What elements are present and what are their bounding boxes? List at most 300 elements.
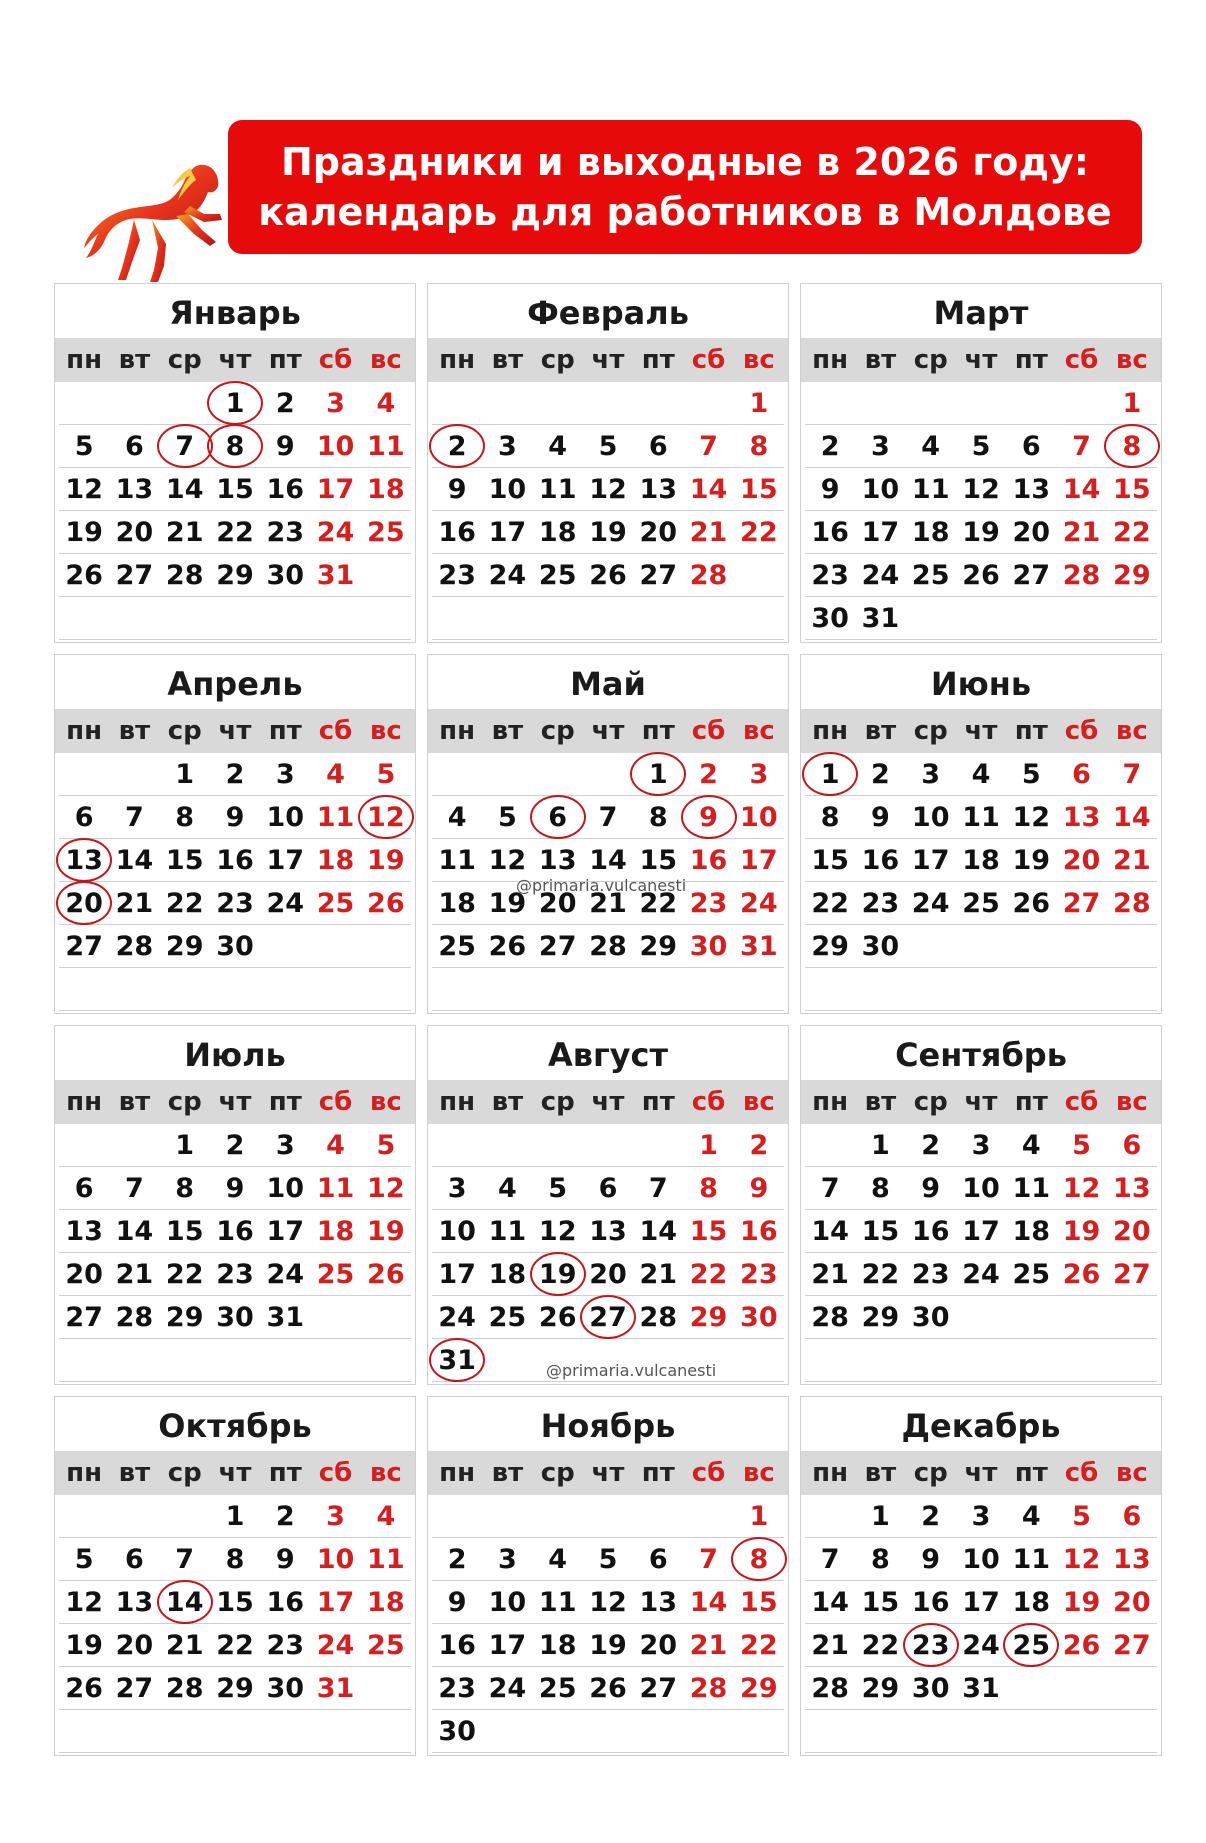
day-cell: 16 [911,1586,950,1618]
day-cell: 15 [216,473,254,505]
day-cell: 28 [165,559,204,591]
day-cell: 29 [165,930,204,962]
day-cell: 12 [1012,801,1051,833]
day-cell: 11 [1012,1172,1051,1204]
day-cell: 11 [538,473,577,505]
day-cell: 15 [165,1215,204,1247]
day-cell: 19 [367,1215,405,1247]
day-cell: 10 [488,1586,527,1618]
day-cell: 5 [74,1543,94,1575]
day-cell: 26 [538,1301,577,1333]
day-cell: 25 [488,1301,527,1333]
week-row [805,554,1157,597]
day-cell: 26 [1062,1258,1101,1290]
day-cell: 23 [861,887,900,919]
day-cell: 23 [266,516,305,548]
weekday-label: пт [641,345,675,375]
day-cell: 16 [861,844,900,876]
day-cell: 22 [811,887,849,919]
week-row [805,425,1157,468]
day-cell: 3 [447,1172,467,1204]
day-cell: 13 [589,1215,627,1247]
day-cell: 19 [1012,844,1051,876]
weekday-label: вс [742,1087,775,1117]
day-cell: 4 [1021,1500,1041,1532]
day-cell: 6 [648,1543,668,1575]
day-cell: 15 [689,1215,728,1247]
day-cell: 4 [498,1172,517,1204]
weekday-label: пт [268,1087,302,1117]
day-cell: 14 [811,1215,849,1247]
day-cell: 2 [447,1543,467,1575]
day-cell: 22 [216,516,254,548]
day-cell: 23 [216,1258,254,1290]
weekday-label: ср [540,716,575,746]
month-title: Июль [184,1036,286,1074]
title-line-1: Праздники и выходные в 2026 году: [280,140,1090,184]
day-cell: 17 [266,844,305,876]
month-2 [427,283,789,643]
week-row [432,796,784,839]
day-cell: 6 [74,801,94,833]
month-12 [800,1396,1162,1756]
day-cell: 7 [598,801,618,833]
week-row [432,382,784,425]
day-cell: 3 [749,758,769,790]
day-cell: 7 [160,431,210,462]
weekday-label: пт [268,1458,302,1488]
week-row [59,597,411,640]
day-cell: 18 [316,1215,355,1247]
weekday-label: вс [369,1087,402,1117]
day-cell: 25 [1006,1630,1056,1661]
day-cell: 28 [589,930,627,962]
day-cell: 14 [811,1586,849,1618]
day-cell: 10 [316,1543,355,1575]
day-cell: 8 [175,801,195,833]
weekday-header-row [801,709,1161,753]
weekday-label: сб [691,345,726,375]
day-cell: 4 [1021,1129,1041,1161]
day-cell: 10 [266,1172,305,1204]
day-cell: 21 [811,1258,849,1290]
day-cell: 25 [316,887,355,919]
weekday-label: вт [864,1458,897,1488]
day-cell: 30 [740,1301,778,1333]
day-cell: 30 [216,1301,254,1333]
weekday-label: пн [812,1458,849,1488]
day-cell: 3 [971,1500,991,1532]
week-row [59,1667,411,1710]
day-cell: 30 [216,930,254,962]
day-cell: 17 [962,1586,1000,1618]
day-cell: 9 [447,1586,467,1618]
day-cell: 18 [316,844,355,876]
day-cell: 12 [589,473,627,505]
day-cell: 5 [1021,758,1041,790]
weekday-label: чт [964,716,998,746]
day-cell: 5 [548,1172,568,1204]
day-cell: 18 [488,1258,527,1290]
week-row [432,1710,784,1753]
day-cell: 15 [1113,473,1151,505]
title-banner [228,120,1142,254]
weekday-label: пн [439,1087,476,1117]
weekday-header-row [801,338,1161,382]
day-cell: 15 [216,1586,254,1618]
week-row [432,468,784,511]
weekday-header-row [428,709,788,753]
week-row [805,382,1157,425]
day-cell: 18 [1012,1215,1051,1247]
day-cell: 22 [165,1258,204,1290]
day-cell: 25 [367,516,405,548]
day-cell: 9 [275,1543,295,1575]
day-cell: 26 [589,1672,627,1704]
weekday-label: вс [369,345,402,375]
day-cell: 14 [160,1587,210,1618]
day-cell: 10 [861,473,900,505]
day-cell: 19 [367,844,405,876]
weekday-label: чт [218,345,252,375]
week-row [59,511,411,554]
week-row [805,1167,1157,1210]
day-cell: 12 [589,1586,627,1618]
weekday-label: чт [591,1458,625,1488]
day-cell: 14 [589,844,627,876]
day-cell: 5 [598,430,618,462]
day-cell: 27 [1113,1629,1151,1661]
weekday-label: пн [66,1458,103,1488]
day-cell: 1 [225,1500,245,1532]
month-7 [54,1025,416,1385]
weekday-header-row [428,338,788,382]
day-cell: 2 [749,1129,769,1161]
day-cell: 4 [447,801,467,833]
day-cell: 29 [1113,559,1151,591]
day-cell: 13 [65,1215,103,1247]
day-cell: 11 [911,473,950,505]
day-cell: 21 [115,887,154,919]
day-cell: 7 [125,801,144,833]
day-cell: 9 [275,430,295,462]
weekday-label: сб [318,1458,353,1488]
day-cell: 12 [65,473,103,505]
day-cell: 25 [538,559,577,591]
week-row [805,1124,1157,1167]
day-cell: 24 [861,559,900,591]
weekday-label: вт [118,1458,151,1488]
month-3 [800,283,1162,643]
month-title: Сентябрь [895,1036,1067,1074]
day-cell: 22 [861,1629,900,1661]
day-cell: 17 [316,1586,355,1618]
day-cell: 12 [361,802,411,833]
day-cell: 17 [266,1215,305,1247]
day-cell: 22 [740,516,778,548]
day-cell: 30 [861,930,900,962]
day-cell: 11 [438,844,476,876]
day-cell: 26 [589,559,627,591]
day-cell: 1 [210,388,260,419]
day-cell: 2 [275,1500,295,1532]
weekday-header-row [428,1080,788,1124]
week-row [432,425,784,468]
day-cell: 13 [639,1586,678,1618]
day-cell: 7 [1122,758,1142,790]
day-cell: 27 [538,930,577,962]
week-row [805,1710,1157,1753]
day-cell: 14 [115,844,154,876]
day-cell: 14 [1113,801,1151,833]
weekday-label: ср [913,716,948,746]
day-cell: 26 [367,1258,405,1290]
day-cell: 19 [589,516,627,548]
day-cell: 11 [538,1586,577,1618]
weekday-label: сб [1064,1087,1099,1117]
month-title: Март [933,294,1029,332]
weekday-label: сб [691,716,726,746]
day-cell: 13 [639,473,678,505]
day-cell: 8 [1107,431,1157,462]
month-weeks [55,382,415,640]
week-row [805,1581,1157,1624]
day-cell: 18 [962,844,1000,876]
day-cell: 21 [1113,844,1151,876]
day-cell: 21 [689,1629,728,1661]
day-cell: 3 [921,758,941,790]
day-cell: 11 [488,1215,527,1247]
day-cell: 5 [376,1129,396,1161]
day-cell: 27 [115,1672,154,1704]
day-cell: 18 [367,473,405,505]
day-cell: 27 [1062,887,1101,919]
day-cell: 10 [911,801,950,833]
day-cell: 20 [1113,1215,1151,1247]
week-row [59,796,411,839]
day-cell: 23 [438,559,476,591]
day-cell: 7 [125,1172,144,1204]
day-cell: 20 [1113,1586,1151,1618]
day-cell: 24 [266,1258,305,1290]
day-cell: 12 [1062,1172,1101,1204]
day-cell: 18 [538,516,577,548]
day-cell: 14 [689,473,728,505]
month-title: Апрель [167,665,303,703]
day-cell: 15 [740,1586,778,1618]
week-row [59,1710,411,1753]
day-cell: 19 [65,1629,103,1661]
day-cell: 14 [165,473,204,505]
day-cell: 13 [115,473,154,505]
day-cell: 30 [811,602,849,634]
day-cell: 5 [1072,1129,1091,1161]
day-cell: 2 [432,431,482,462]
day-cell: 9 [683,802,733,833]
day-cell: 31 [266,1301,305,1333]
day-cell: 18 [911,516,950,548]
day-cell: 31 [316,559,355,591]
day-cell: 13 [538,844,577,876]
day-cell: 3 [871,430,890,462]
day-cell: 7 [699,1543,718,1575]
day-cell: 1 [749,387,769,419]
month-weeks [801,1495,1161,1753]
day-cell: 26 [65,559,103,591]
day-cell: 27 [1113,1258,1151,1290]
weekday-label: сб [1064,1458,1099,1488]
day-cell: 6 [533,802,583,833]
day-cell: 27 [1012,559,1051,591]
week-row [432,597,784,640]
day-cell: 13 [1062,801,1101,833]
weekday-label: вс [742,1458,775,1488]
day-cell: 19 [962,516,1000,548]
week-row [59,1167,411,1210]
weekday-label: чт [591,1087,625,1117]
day-cell: 31 [962,1672,1000,1704]
month-weeks [428,382,788,640]
weekday-label: пн [439,716,476,746]
day-cell: 20 [639,516,678,548]
day-cell: 13 [59,845,109,876]
day-cell: 23 [438,1672,476,1704]
month-weeks [55,753,415,1011]
day-cell: 5 [498,801,517,833]
week-row [59,1581,411,1624]
weekday-label: ср [167,1458,202,1488]
month-title: Октябрь [158,1407,312,1445]
day-cell: 20 [65,1258,103,1290]
month-weeks [801,1124,1161,1382]
day-cell: 8 [648,801,668,833]
day-cell: 10 [488,473,527,505]
week-row [805,1624,1157,1667]
day-cell: 9 [225,801,245,833]
day-cell: 2 [275,387,295,419]
day-cell: 28 [689,1672,728,1704]
week-row [432,1495,784,1538]
day-cell: 17 [316,473,355,505]
week-row [432,1124,784,1167]
day-cell: 28 [639,1301,678,1333]
month-weeks [801,382,1161,640]
day-cell: 4 [548,430,568,462]
day-cell: 1 [175,1129,195,1161]
day-cell: 26 [962,559,1000,591]
weekday-header-row [801,1080,1161,1124]
day-cell: 9 [447,473,467,505]
day-cell: 30 [689,930,728,962]
weekday-label: пт [1014,1087,1048,1117]
weekday-label: вт [864,345,897,375]
weekday-label: пт [268,345,302,375]
week-row [59,1124,411,1167]
day-cell: 27 [65,1301,103,1333]
day-cell: 29 [811,930,849,962]
day-cell: 8 [871,1543,890,1575]
week-row [805,925,1157,968]
week-row [432,1167,784,1210]
month-6 [800,654,1162,1014]
weekday-label: сб [318,345,353,375]
day-cell: 16 [216,844,254,876]
day-cell: 12 [962,473,1000,505]
weekday-label: вт [491,1458,524,1488]
day-cell: 1 [699,1129,718,1161]
weekday-label: пт [1014,1458,1048,1488]
week-row [805,839,1157,882]
day-cell: 8 [699,1172,718,1204]
month-title: Декабрь [901,1407,1061,1445]
day-cell: 18 [438,887,476,919]
day-cell: 23 [911,1258,950,1290]
day-cell: 1 [871,1500,890,1532]
week-row [432,968,784,1011]
day-cell: 29 [861,1672,900,1704]
day-cell: 25 [316,1258,355,1290]
weekday-label: пн [66,1087,103,1117]
day-cell: 20 [115,516,154,548]
weekday-label: вс [742,345,775,375]
week-row [432,1538,784,1581]
weekday-label: чт [964,1087,998,1117]
day-cell: 6 [598,1172,618,1204]
day-cell: 7 [699,430,718,462]
day-cell: 17 [861,516,900,548]
weekday-label: вт [864,716,897,746]
day-cell: 8 [749,430,769,462]
weekday-label: чт [218,1458,252,1488]
week-row [432,1210,784,1253]
day-cell: 19 [65,516,103,548]
weekday-label: ср [167,1087,202,1117]
week-row [432,1624,784,1667]
weekday-label: вс [1115,716,1148,746]
day-cell: 11 [1012,1543,1051,1575]
day-cell: 29 [861,1301,900,1333]
day-cell: 26 [488,930,527,962]
day-cell: 26 [1012,887,1051,919]
day-cell: 1 [175,758,195,790]
day-cell: 1 [1122,387,1142,419]
day-cell: 19 [589,1629,627,1661]
weekday-label: чт [218,1087,252,1117]
month-title: Июнь [930,665,1032,703]
month-5 [427,654,789,1014]
day-cell: 21 [165,516,204,548]
day-cell: 16 [266,473,305,505]
week-row [805,796,1157,839]
week-row [432,1296,784,1339]
day-cell: 20 [115,1629,154,1661]
day-cell: 9 [871,801,890,833]
weekday-label: ср [540,1458,575,1488]
day-cell: 12 [1062,1543,1101,1575]
weekday-label: вт [864,1087,897,1117]
month-weeks [428,1124,788,1382]
day-cell: 11 [316,801,355,833]
day-cell: 7 [648,1172,668,1204]
weekday-label: ср [167,345,202,375]
day-cell: 9 [921,1172,941,1204]
weekday-label: ср [913,345,948,375]
day-cell: 12 [65,1586,103,1618]
weekday-label: вс [742,716,775,746]
horse-logo-icon [78,158,228,286]
day-cell: 22 [165,887,204,919]
day-cell: 21 [115,1258,154,1290]
